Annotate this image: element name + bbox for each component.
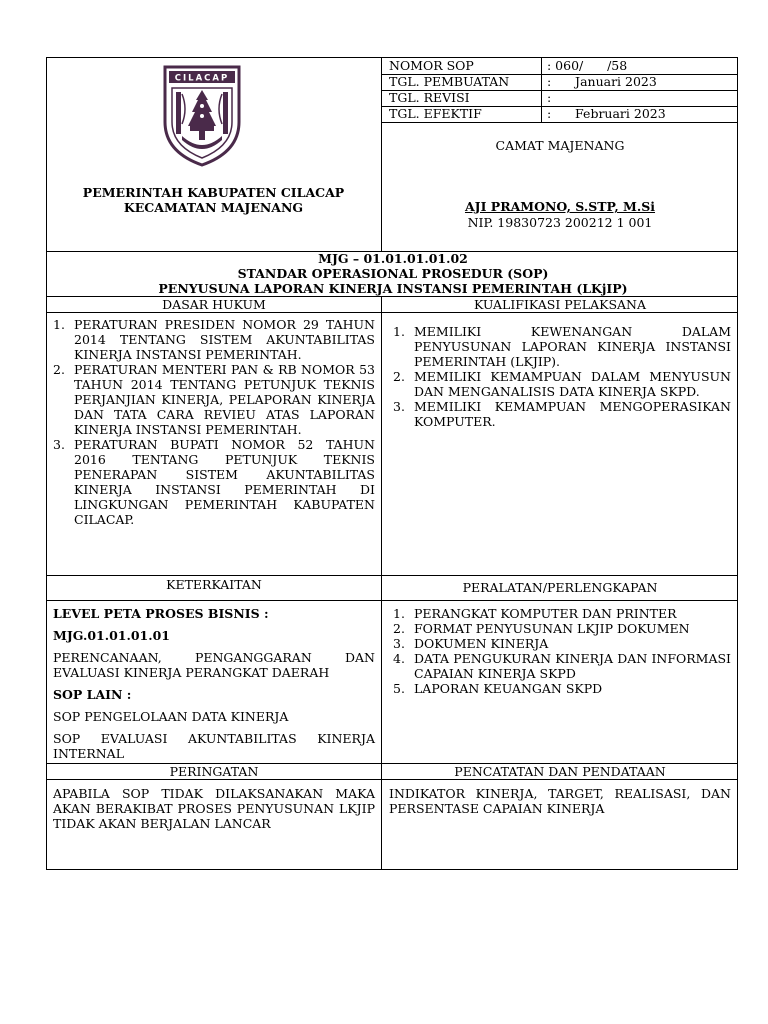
- logo-text: CILACAP: [174, 73, 230, 84]
- sop-lain-2: SOP EVALUASI AKUNTABILITAS KINERJA INTERNAL: [53, 731, 375, 761]
- sop-document: [46, 57, 738, 870]
- keterkaitan-heading: KETERKAITAN: [166, 577, 262, 592]
- list-item: 1. PERATURAN PRESIDEN NOMOR 29 TAHUN 2014 TENTANG SISTEM AKUNTABILITAS KINERJA INSTANSI PEMERINTAH.: [53, 317, 375, 362]
- level-peta-code: MJG.01.01.01.01: [53, 628, 170, 643]
- signer-title: CAMAT MAJENANG: [495, 138, 625, 153]
- list-item: 5. LAPORAN KEUANGAN SKPD: [393, 681, 603, 696]
- org-line-2: KECAMATAN MAJENANG: [123, 200, 304, 215]
- peralatan-heading: PERALATAN/PERLENGKAPAN: [462, 580, 658, 595]
- list-item: 1. MEMILIKI KEWENANGAN DALAM PENYUSUNAN LAPORAN KINERJA INSTANSI PEMERINTAH (LKJIP).: [393, 324, 731, 369]
- sop-title-line-1: STANDAR OPERASIONAL PROSEDUR (SOP): [237, 266, 549, 281]
- meta-label-nomor: NOMOR SOP: [389, 58, 474, 73]
- peringatan-heading: PERINGATAN: [169, 764, 259, 779]
- signer-nip: NIP. 19830723 200212 1 001: [467, 215, 653, 230]
- list-item: 3. MEMILIKI KEMAMPUAN MENGOPERASIKAN KOMPUTER.: [393, 399, 731, 429]
- meta-label-revisi: TGL. REVISI: [389, 90, 470, 105]
- list-item: 2. PERATURAN MENTERI PAN & RB NOMOR 53 TAHUN 2014 TENTANG PETUNJUK TEKNIS PERJANJIAN KINERJA, PELAPORAN KINERJA DAN TATA CARA REVIEU ATAS LAPORAN KINERJA INSTANSI PEMERINTAH.: [53, 362, 375, 437]
- meta-value-nomor: : 060/ /58: [547, 58, 628, 73]
- pencatatan-text: INDIKATOR KINERJA, TARGET, REALISASI, DAN PERSENTASE CAPAIAN KINERJA: [389, 786, 731, 816]
- sop-lain-1: SOP PENGELOLAAN DATA KINERJA: [53, 709, 289, 724]
- meta-label-pembuatan: TGL. PEMBUATAN: [389, 74, 510, 89]
- meta-value-pembuatan: : Januari 2023: [547, 74, 657, 89]
- keterkaitan-content: [53, 606, 375, 761]
- kualifikasi-heading: KUALIFIKASI PELAKSANA: [473, 297, 646, 312]
- org-name: [47, 185, 380, 215]
- cilacap-logo: [162, 64, 242, 167]
- list-item: 3. DOKUMEN KINERJA: [393, 636, 549, 651]
- sop-code: MJG – 01.01.01.01.02: [318, 251, 468, 266]
- sop-lain-label: SOP LAIN :: [53, 687, 132, 702]
- dasar-hukum-list: [53, 317, 375, 527]
- kualifikasi-list: [393, 324, 731, 429]
- org-line-1: PEMERINTAH KABUPATEN CILACAP: [82, 185, 345, 200]
- list-item: 2. MEMILIKI KEMAMPUAN DALAM MENYUSUN DAN MENGANALISIS DATA KINERJA SKPD.: [393, 369, 731, 399]
- signer-name: AJI PRAMONO, S.STP, M.Si: [464, 199, 656, 214]
- dasar-hukum-heading: DASAR HUKUM: [162, 297, 266, 312]
- pencatatan-heading: PENCATATAN DAN PENDATAAN: [454, 764, 666, 779]
- level-peta-desc: PERENCANAAN, PENGANGGARAN DAN EVALUASI KINERJA PERANGKAT DAERAH: [53, 650, 375, 680]
- meta-value-efektif: : Februari 2023: [547, 106, 666, 121]
- list-item: 3. PERATURAN BUPATI NOMOR 52 TAHUN 2016 TENTANG PETUNJUK TEKNIS PENERAPAN SISTEM AKUNTABILITAS KINERJA INSTANSI PEMERINTAH DI LINGKUNGAN PEMERINTAH KABUPATEN CILACAP.: [53, 437, 375, 527]
- coat-of-arms-icon: [162, 64, 242, 167]
- list-item: 2. FORMAT PENYUSUNAN LKJIP DOKUMEN: [393, 621, 690, 636]
- sop-title: [47, 251, 739, 296]
- peringatan-text: APABILA SOP TIDAK DILAKSANAKAN MAKA AKAN BERAKIBAT PROSES PENYUSUNAN LKJIP TIDAK AKAN BERJALAN LANCAR: [53, 786, 375, 831]
- meta-value-revisi: :: [547, 90, 552, 105]
- list-item: 1. PERANGKAT KOMPUTER DAN PRINTER: [393, 606, 677, 621]
- peralatan-list: [393, 606, 731, 696]
- level-peta-label: LEVEL PETA PROSES BISNIS :: [53, 606, 269, 621]
- meta-label-efektif: TGL. EFEKTIF: [389, 106, 482, 121]
- list-item: 4. DATA PENGUKURAN KINERJA DAN INFORMASI CAPAIAN KINERJA SKPD: [393, 651, 731, 681]
- sop-title-line-2: PENYUSUNA LAPORAN KINERJA INSTANSI PEMERINTAH (LKjIP): [158, 281, 628, 296]
